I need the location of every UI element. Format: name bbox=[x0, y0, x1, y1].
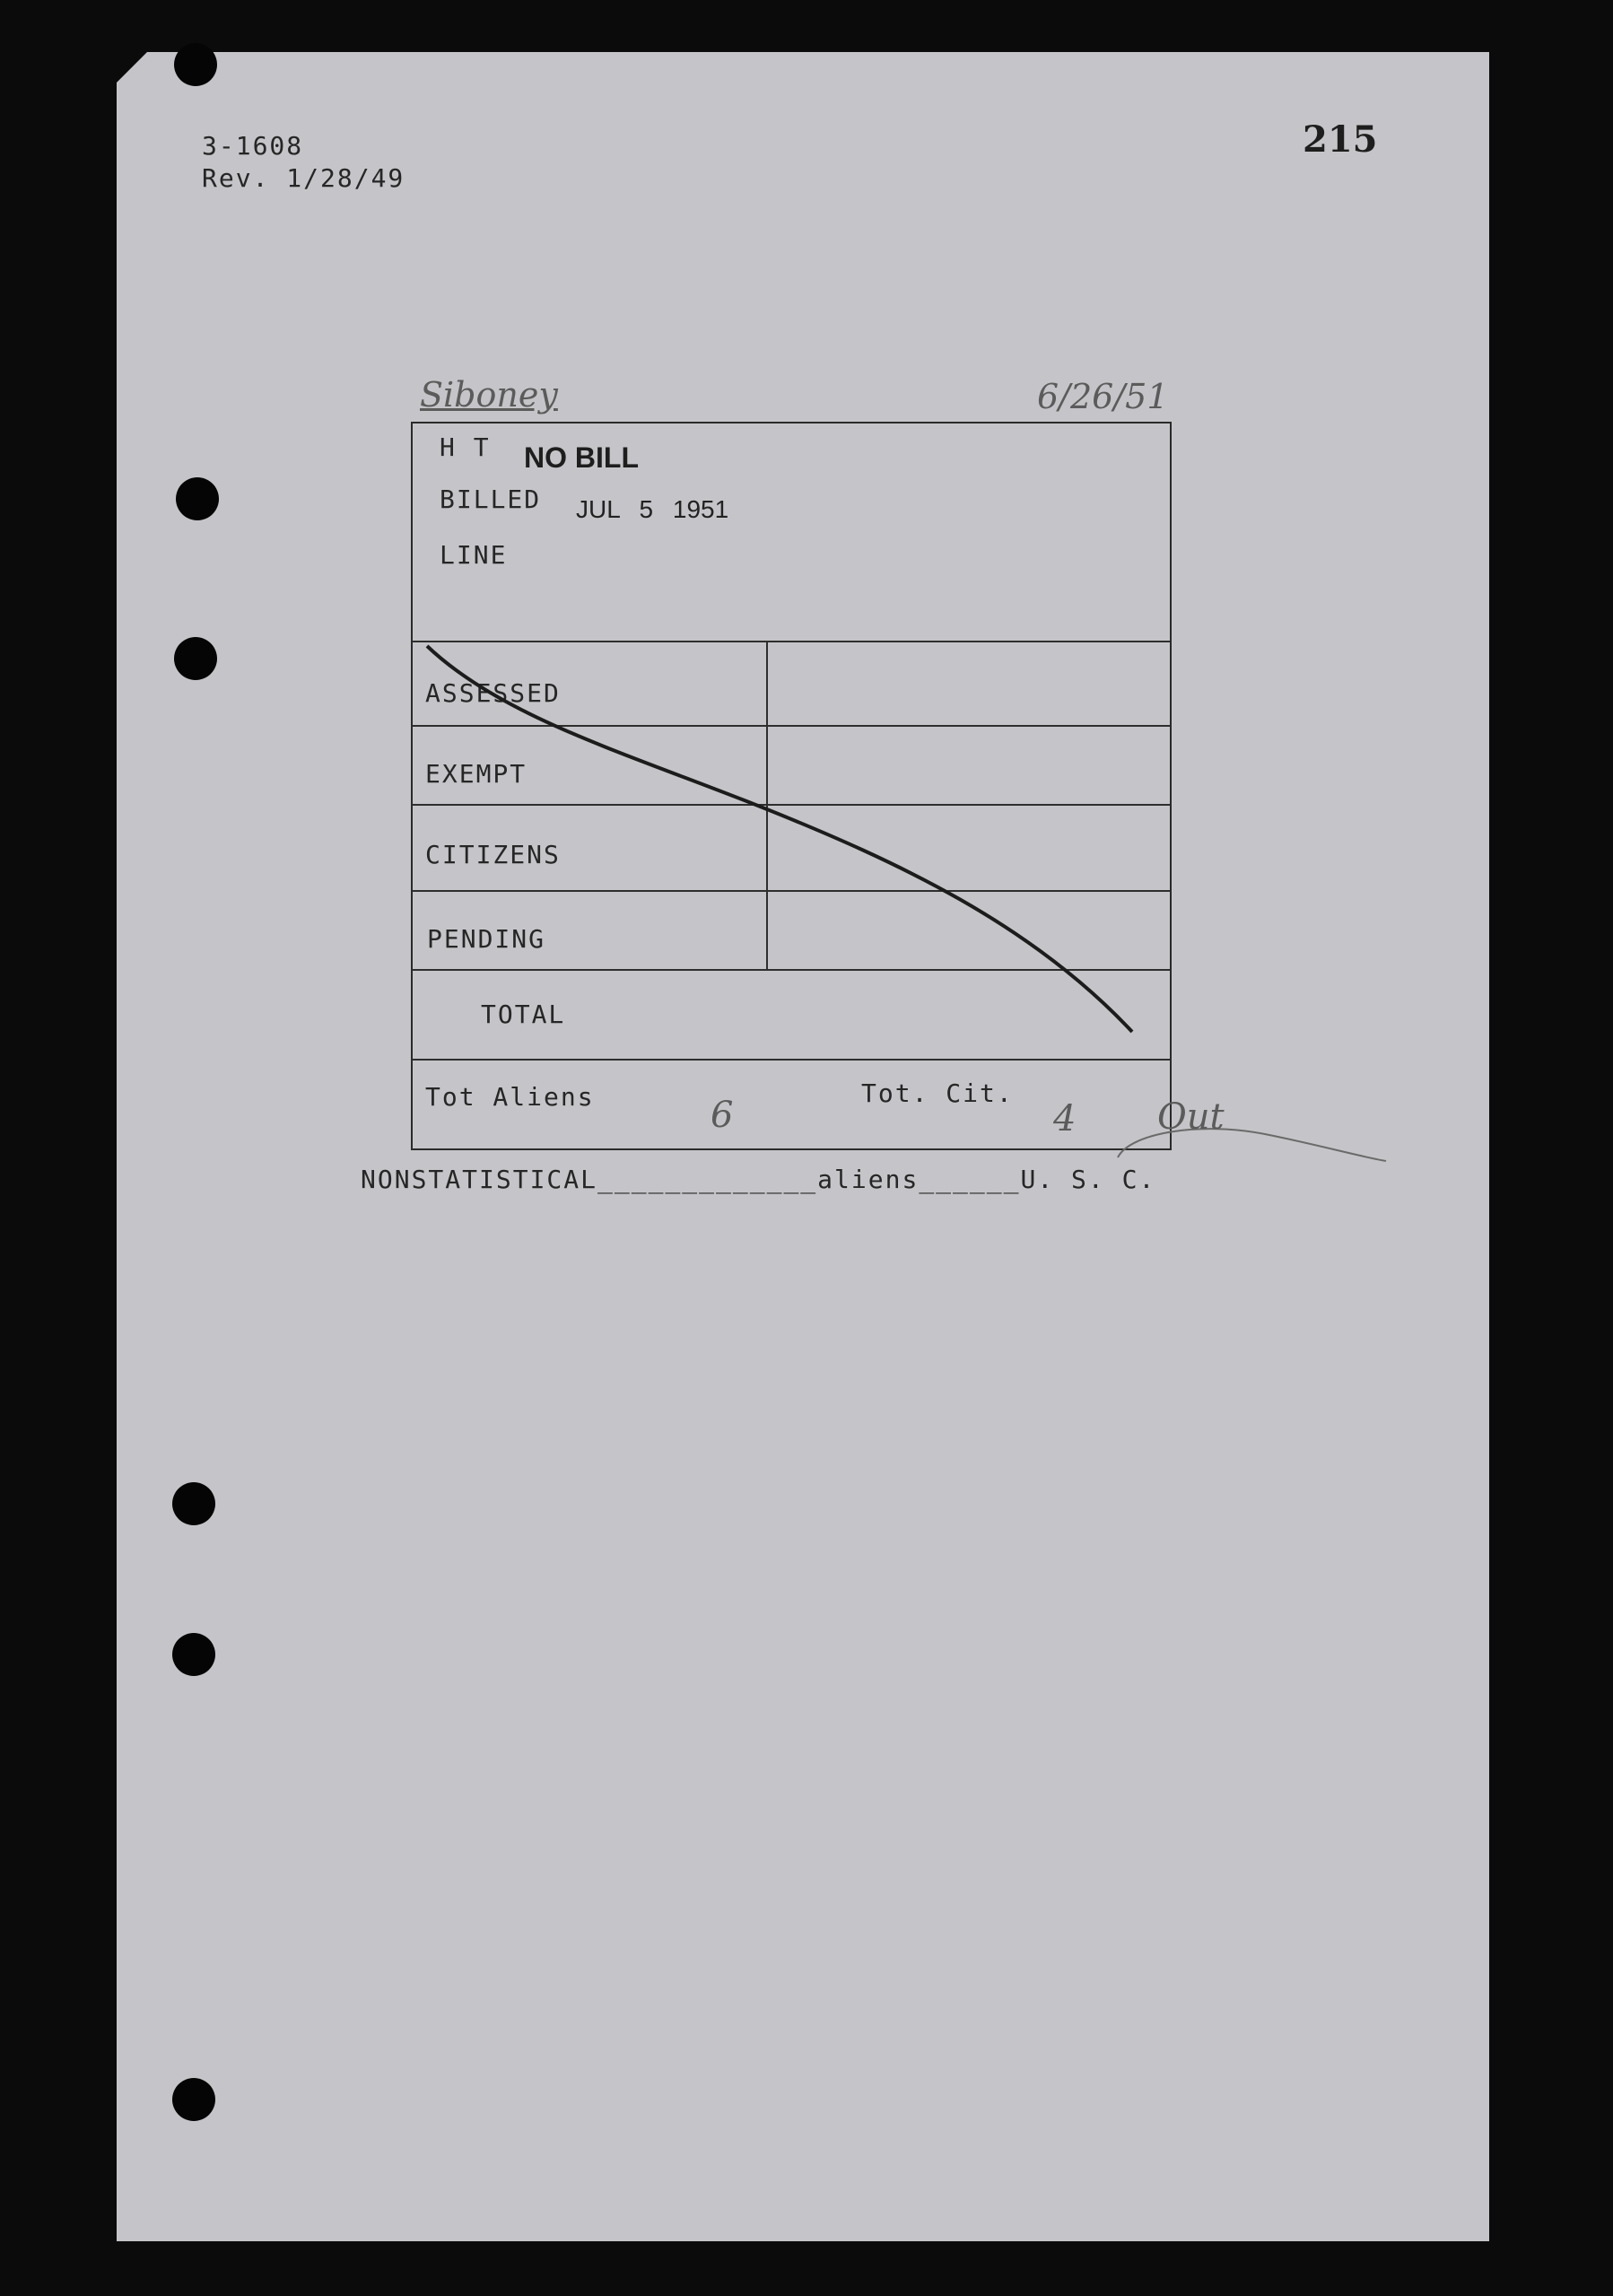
form-revision: Rev. 1/28/49 bbox=[202, 163, 405, 193]
binder-hole bbox=[172, 1482, 215, 1525]
aliens-label: aliens bbox=[817, 1165, 920, 1194]
no-bill-stamp: NO BILL bbox=[524, 441, 639, 474]
stamp-date: JUL 5 1951 bbox=[576, 495, 729, 523]
nonstatistical-label: NONSTATISTICAL bbox=[361, 1165, 598, 1194]
divider bbox=[413, 804, 1170, 806]
handwritten-initials: Out bbox=[1157, 1096, 1225, 1138]
binder-hole bbox=[172, 2078, 215, 2121]
binder-hole bbox=[176, 477, 219, 520]
billed-label: BILLED bbox=[440, 485, 542, 514]
form-number: 3-1608 bbox=[202, 131, 304, 161]
line-label: LINE bbox=[440, 540, 508, 570]
citizens-label: CITIZENS bbox=[425, 840, 561, 869]
divider bbox=[413, 725, 1170, 727]
usc-label: U. S. C. bbox=[1020, 1165, 1156, 1194]
ht-label: H T bbox=[440, 432, 491, 462]
divider bbox=[413, 1059, 1170, 1061]
pending-label: PENDING bbox=[427, 924, 546, 954]
divider bbox=[413, 890, 1170, 892]
handwritten-location: Siboney bbox=[420, 375, 558, 415]
total-label: TOTAL bbox=[481, 1000, 566, 1029]
exempt-label: EXEMPT bbox=[425, 759, 527, 789]
tot-cit-value: 4 bbox=[1053, 1098, 1077, 1139]
page-number: 215 bbox=[1303, 118, 1378, 161]
tot-aliens-value: 6 bbox=[711, 1095, 734, 1136]
tot-aliens-label: Tot Aliens bbox=[425, 1082, 595, 1112]
divider bbox=[413, 969, 1170, 971]
divider bbox=[413, 641, 1170, 642]
column-divider bbox=[766, 641, 768, 969]
handwritten-date: 6/26/51 bbox=[1037, 377, 1169, 416]
binder-hole bbox=[174, 43, 217, 86]
binder-hole bbox=[174, 637, 217, 680]
binder-hole bbox=[172, 1633, 215, 1676]
folded-corner bbox=[117, 52, 147, 83]
assessed-label: ASSESSED bbox=[425, 678, 561, 708]
tally-form bbox=[411, 422, 1172, 1150]
nonstatistical-line: NONSTATISTICAL_____________aliens______U. S. C. bbox=[361, 1165, 1156, 1194]
tot-cit-label: Tot. Cit. bbox=[861, 1078, 1014, 1108]
